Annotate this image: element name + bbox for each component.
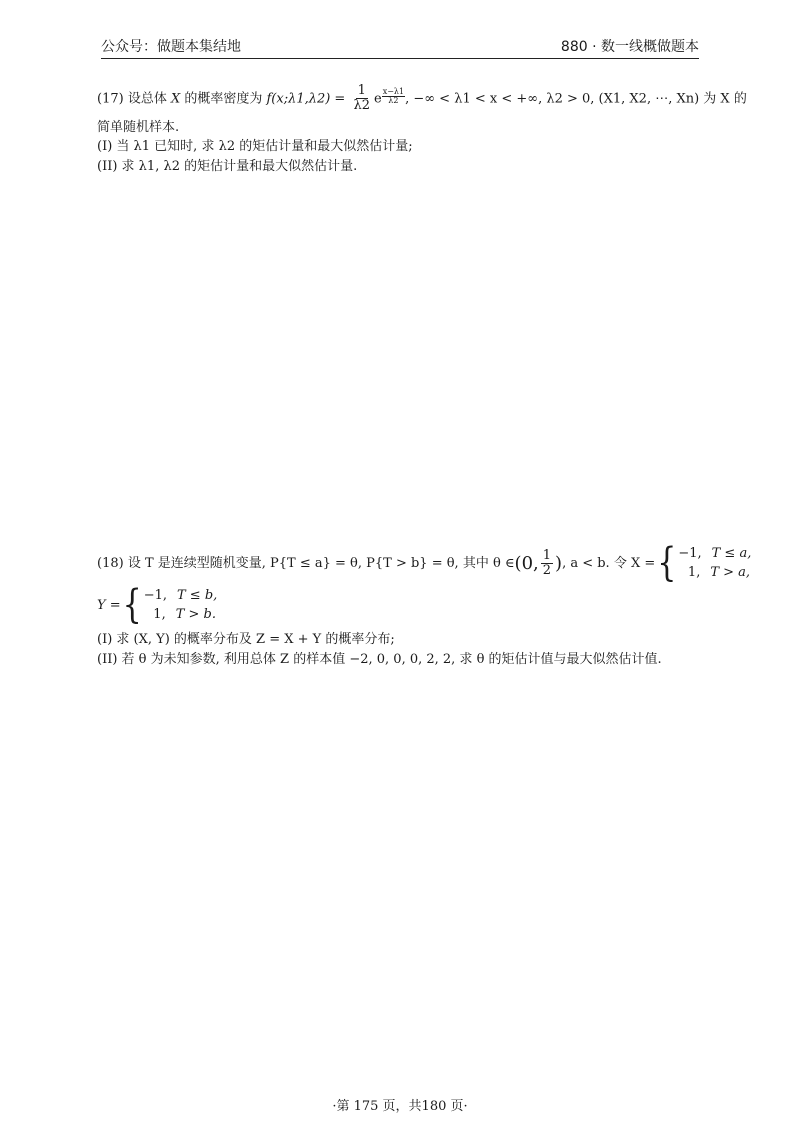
y-case-1 bbox=[144, 587, 218, 606]
x-case-2-condition: T > a, bbox=[710, 564, 751, 580]
interval-close: ) bbox=[555, 553, 563, 575]
x-case-2-value: 1, bbox=[687, 564, 701, 580]
problem-18-part-2: (II) 若 θ 为未知参数, 利用总体 Z 的样本值 −2, 0, 0, 0, 2, 2, 求 θ 的矩估计值与最大似然估计值. bbox=[97, 651, 662, 667]
problem-17-statement bbox=[97, 83, 747, 114]
y-cases bbox=[144, 587, 218, 625]
x-case-1 bbox=[678, 545, 751, 564]
problem-17-part-2: (II) 求 λ1, λ2 的矩估计量和最大似然估计量. bbox=[97, 158, 358, 174]
problem-17-statement-end: 简单随机样本. bbox=[97, 119, 180, 135]
density-conditions: , −∞ < λ1 < x < +∞, λ2 > 0, (X1, X2, ⋯, Xn) 为 X 的 bbox=[405, 91, 747, 107]
half-numerator: 1 bbox=[542, 548, 552, 564]
problem-18 bbox=[97, 540, 752, 669]
x-case-1-value: −1, bbox=[678, 546, 702, 561]
header-source: 公众号：做题本集结地 bbox=[101, 39, 241, 55]
problem-18-part-1: (I) 求 (X, Y) 的概率分布及 Z = X + Y 的概率分布; bbox=[97, 632, 395, 648]
y-lhs: Y = bbox=[97, 597, 121, 613]
left-brace-icon: { bbox=[657, 540, 677, 586]
problem-17 bbox=[97, 83, 747, 176]
coefficient-numerator: 1 bbox=[357, 83, 366, 98]
variable-x: X bbox=[170, 91, 181, 107]
x-piecewise bbox=[655, 540, 752, 586]
y-case-2 bbox=[144, 606, 218, 625]
y-case-1-value: −1, bbox=[143, 587, 167, 603]
exponent bbox=[382, 88, 405, 105]
page-footer: ·第 175 页，共180 页· bbox=[332, 1099, 468, 1114]
x-case-1-condition: T ≤ a, bbox=[711, 546, 752, 561]
problem-17-intro-cont: 的概率密度为 bbox=[180, 91, 267, 107]
exp-base: e bbox=[373, 91, 382, 107]
problem-18-intro: (18) 设 T 是连续型随机变量, P{T ≤ a} = θ, P{T > b} = θ, 其中 θ ∈ bbox=[97, 556, 515, 572]
half-denominator: 2 bbox=[542, 563, 552, 579]
density-coefficient bbox=[351, 84, 372, 114]
y-piecewise bbox=[121, 582, 218, 628]
y-case-2-condition: T > b. bbox=[175, 606, 216, 622]
density-function: f(x;λ1,λ2) = bbox=[266, 91, 350, 107]
problem-18-statement bbox=[97, 540, 752, 586]
interval-open: (0, bbox=[514, 553, 539, 575]
problem-17-part-1: (I) 当 λ1 已知时, 求 λ2 的矩估计量和最大似然估计量; bbox=[97, 139, 413, 155]
y-case-2-value: 1, bbox=[153, 606, 166, 622]
page-header bbox=[101, 34, 699, 59]
problem-17-intro: (17) 设总体 bbox=[97, 91, 171, 107]
header-book-title: 880 · 数一线概做题本 bbox=[560, 39, 699, 55]
exponent-numerator: x−λ1 bbox=[382, 87, 405, 97]
interval-half bbox=[541, 549, 553, 579]
exponent-denominator: λ2 bbox=[388, 96, 399, 106]
coefficient-denominator: λ2 bbox=[353, 98, 370, 114]
left-brace-icon: { bbox=[122, 582, 142, 628]
y-case-1-condition: T ≤ b, bbox=[177, 587, 218, 603]
problem-18-x-def: , a < b. 令 X = bbox=[562, 556, 656, 572]
x-cases bbox=[678, 545, 751, 583]
x-case-2 bbox=[678, 564, 751, 583]
problem-18-y-def bbox=[97, 582, 700, 628]
